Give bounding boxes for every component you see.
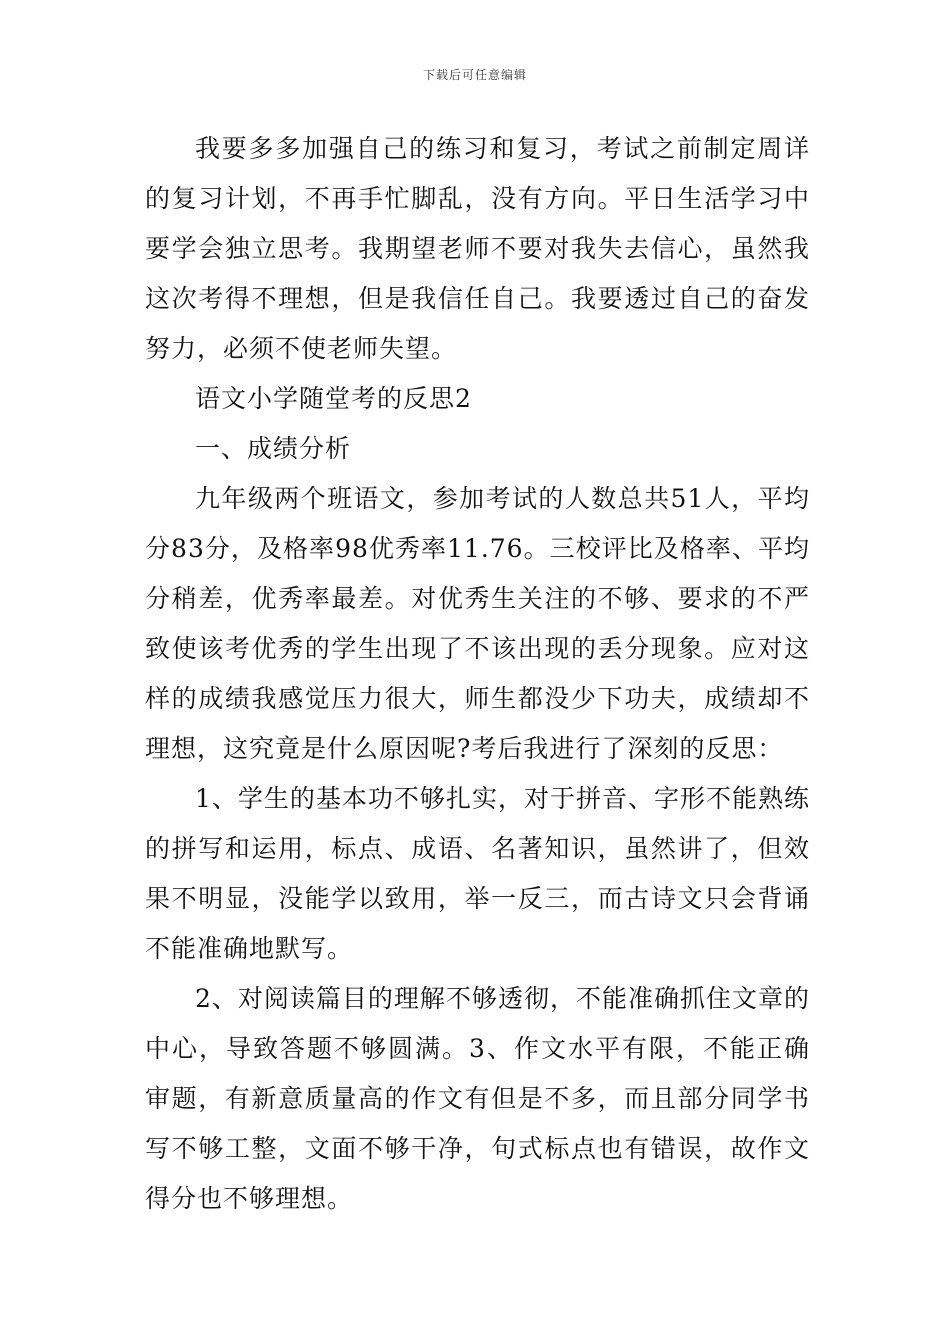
paragraph-point-1: 1、学生的基本功不够扎实，对于拼音、字形不能熟练的拼写和运用，标点、成语、名著知识，虽然讲了，但效果不明显，没能学以致用，举一反三，而古诗文只会背诵不能准确地默写。	[145, 784, 810, 963]
paragraph-point-2-3: 2、对阅读篇目的理解不够透彻，不能准确抓住文章的中心，导致答题不够圆满。3、作文水平有限，不能正确审题，有新意质量高的作文有但是不多，而且部分同学书写不够工整，文面不够干净，句式标点也有错误，故作文得分也不够理想。	[145, 984, 810, 1213]
section-heading-score-analysis: 一、成绩分析	[195, 434, 352, 463]
page-header: 下载后可任意编辑	[422, 68, 527, 82]
document-body	[145, 124, 810, 1224]
paragraph-study-plan: 我要多多加强自己的练习和复习，考试之前制定周详的复习计划，不再手忙脚乱，没有方向。平日生活学习中要学会独立思考。我期望老师不要对我失去信心，虽然我这次考得不理想，但是我信任自己。我要透过自己的奋发努力，必须不使老师失望。	[145, 134, 810, 363]
paragraph-score-analysis: 九年级两个班语文，参加考试的人数总共51人，平均分83分，及格率98优秀率11.76。三校评比及格率、平均分稍差，优秀率最差。对优秀生关注的不够、要求的不严致使该考优秀的学生出现了不该出现的丢分现象。应对这样的成绩我感觉压力很大，师生都没少下功夫，成绩却不理想，这究竟是什么原因呢?考后我进行了深刻的反思：	[145, 484, 810, 763]
section-title: 语文小学随堂考的反思2	[195, 384, 472, 413]
